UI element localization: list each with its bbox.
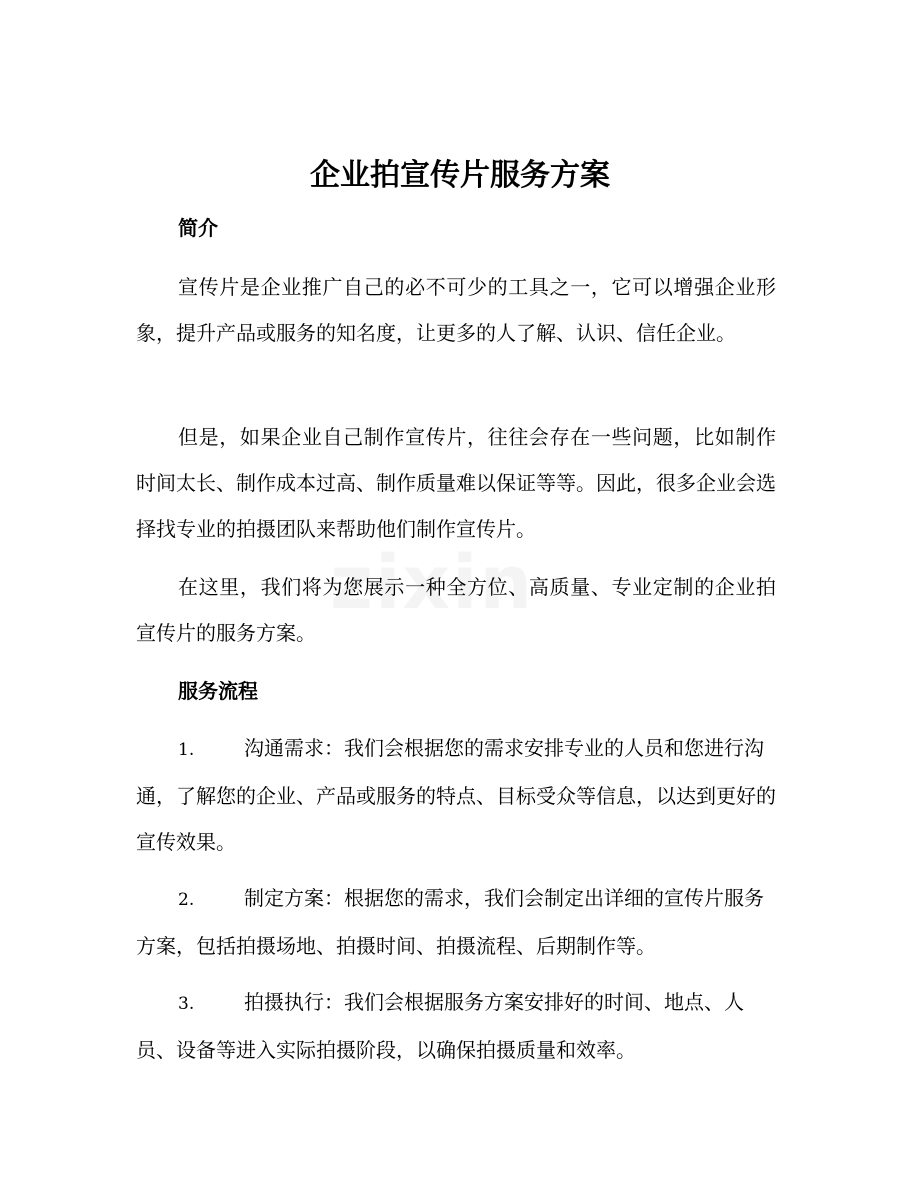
section-heading-process: 服务流程 <box>178 679 258 703</box>
process-item-1 <box>136 725 776 865</box>
process-item-2 <box>136 875 776 969</box>
process-item-number: 3. <box>178 994 195 1014</box>
intro-paragraph-3: 在这里，我们将为您展示一种全方位、高质量、专业定制的企业拍宣传片的服务方案。 <box>136 575 776 645</box>
process-item-text: 制定方案：根据您的需求，我们会制定出详细的宣传片服务方案，包括拍摄场地、拍摄时间、拍摄流程、后期制作等。 <box>136 886 764 958</box>
process-item-3 <box>136 979 776 1073</box>
intro-paragraph-1: 宣传片是企业推广自己的必不可少的工具之一，它可以增强企业形象，提升产品或服务的知名度，让更多的人了解、认识、信任企业。 <box>136 275 776 345</box>
document-title: 企业拍宣传片服务方案 <box>310 158 610 193</box>
section-heading-intro: 简介 <box>178 216 218 240</box>
process-item-number: 2. <box>178 890 195 910</box>
process-item-text: 拍摄执行：我们会根据服务方案安排好的时间、地点、人员、设备等进入实际拍摄阶段，以确保拍摄质量和效率。 <box>136 990 744 1062</box>
process-item-text: 沟通需求：我们会根据您的需求安排专业的人员和您进行沟通，了解您的企业、产品或服务的特点、目标受众等信息，以达到更好的宣传效果。 <box>136 736 776 854</box>
process-item-number: 1. <box>178 740 195 760</box>
intro-paragraph-2: 但是，如果企业自己制作宣传片，往往会存在一些问题，比如制作时间太长、制作成本过高、制作质量难以保证等等。因此，很多企业会选择找专业的拍摄团队来帮助他们制作宣传片。 <box>136 425 776 541</box>
